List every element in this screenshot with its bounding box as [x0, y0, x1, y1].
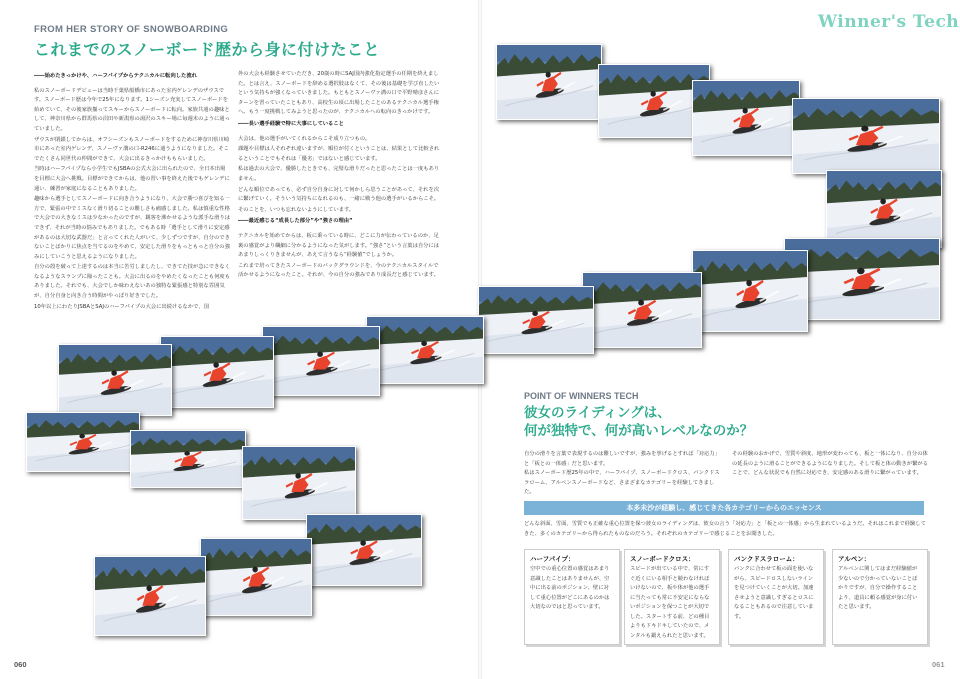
category-card-halfpipe	[524, 549, 620, 645]
ride-sequence-photo	[582, 272, 702, 348]
card-body: スピードが出ている中で、常にすぐ近くにいる相手と競わなければいけないので、板や体が他の選手に当たっても常に不安定にならないポジションを保つことが大切でした。スタートする前、どの種目よりもドキドキしていたので、メンタルも鍛えられたと思います。	[630, 566, 710, 639]
section-tag: Winner's Tech	[818, 12, 960, 32]
article-kicker: FROM HER STORY OF SNOWBOARDING	[34, 24, 229, 35]
body-paragraph: どんな順位であっても、必ず自分自身に対して何かしら思うことがあって、それを次に繋げていく。そういう気持ちになれるのも、一緒に戦う他の選手がいるからこそ。	[238, 186, 440, 203]
category-card-boardercross	[624, 549, 720, 645]
body-paragraph: 10年以上にわたりJSBAとSAJのハーフパイプの大会に出続けるなかで、国	[34, 303, 209, 310]
left-column-1	[34, 70, 230, 313]
body-paragraph: そのことを、いつも忘れないようにしています。	[238, 206, 355, 213]
card-body: アルペンに関してはまだ経験値が少ないので分かっていないことばかりですが、自分で操作することより、道具に頼る感覚が身に付いたと思います。	[838, 566, 918, 610]
body-paragraph: 外の大会も経験させていただき、20歳の時にSAJ国内強化指定選手の任期を終えました。とは言え、スノーボードを辞める選択肢はなくて、その後は基礎を学び直したいという気持ちが強くなっていきました。もともとスノーヴァ溝の口で平野晴彦さんにターンを習っていたこともあり、高校生の頃に出場したことのあるテクニカル選手権へ。もう一度挑戦してみようと思ったのが、テクニカルへの転向のきっかけです。	[238, 71, 440, 116]
card-title: アルペン：	[838, 555, 871, 563]
ride-sequence-photo	[496, 44, 602, 120]
ride-sequence-photo	[366, 316, 484, 384]
ride-sequence-photo	[160, 336, 274, 408]
body-paragraph: 自分の殻を破って上達するのは本当に苦労しましたし、できてた技が急にできなくなるようなスランプに陥ったことも。大会に出るのをやめたくなったことも何度もありました。それでも、大会でしか味わえないあの独特な緊張感と特別な雰囲気が、自分自身と向き合う時間がやっぱり好きでした。	[34, 264, 230, 300]
body-paragraph: 趣味から選手としてスノーボードに向き合うようになり、大会で勝つ喜びを知る一方で、緊張の中でミスなく滑り切ることの難しさも痛感しました。私は慎重な性格で大会での大きなミスは少なかったのですが、観客を沸かせるような派手な滑りはできず、それが当時の悩みでもありました。でもある時「選手として滑りに安定感があるのは大切な武器だ」と言ってくれた人がいて、少しずつですが、自分のできないことばかりに焦点を当てるのをやめて、安定した滑りをもっともっと自分の強みにしていこうと思えるようになりました。	[34, 196, 230, 260]
card-body: 空中での重心位置の感覚はあまり意識したことはありませんが、空中に出る前のポジション、壁に対して重心位置がどこにあるのかは大切なのではと思っています。	[530, 566, 610, 610]
left-column-2	[238, 70, 442, 282]
subheading: ――最近感じる“成長した部分”や“強さの理由”	[238, 218, 353, 225]
ride-sequence-photo	[94, 556, 206, 636]
ride-sequence-photo	[692, 250, 808, 332]
ride-sequence-photo	[58, 344, 172, 416]
body-paragraph: 課題や目標は人それぞれ違いますが、順位が付くということは、結果として比較されるということでもそれは「優劣」ではないと感じています。	[238, 146, 440, 162]
ride-sequence-photo	[692, 80, 800, 156]
page-number-right: 061	[932, 660, 945, 669]
point-title-line-2: 何が独特で、何が高いレベルなのか？	[524, 423, 754, 439]
ride-sequence-photo	[826, 170, 942, 248]
point-title-line-1: 彼女のライディングは、	[524, 405, 671, 421]
category-band: 本多未沙が経験し、感じてきた各カテゴリーからのエッセンス	[524, 501, 924, 515]
body-paragraph: 私のスノーボードデビューは当時千葉県船橋市にあった室内ゲレンデのザウスです。スノーボード歴は今年で25年になります。1シーズン充実してスノーボードを始めていて、その後家族揃ってスキーからスノーボードに転向。家族共通の趣味として、神奈川県から群馬県の沼田や新潟県の湯沢のスキー場に毎週末のように通っていました。	[34, 87, 230, 132]
intro-right: その経験のおかげで、雪質や斜度、地形が変わっても、板と一体になり、自分の体の延長のように滑ることができるようになりました。そして板と体の動きが繋がることで、どんな状況でも自然に対応でき、安定感のある滑りに繋がっています。	[732, 451, 928, 477]
ride-sequence-photo	[478, 286, 594, 354]
card-title: スノーボードクロス：	[630, 555, 695, 563]
ride-sequence-photo	[306, 514, 422, 586]
body-paragraph: これまで培ってきたスノーボードのバックグラウンドを、今のテクニカルスタイルで活かせるようになったこと。それが、今の自分の強みであり成長だと感じています。	[238, 262, 439, 279]
card-title: バンクドスラローム：	[734, 555, 799, 563]
ride-sequence-photo	[130, 430, 246, 488]
ride-sequence-photo	[792, 98, 940, 174]
ride-sequence-photo	[242, 446, 356, 520]
ride-sequence-photo	[262, 326, 380, 396]
category-note: どんな斜面、雪面、雪質でも正確な重心位置を保つ彼女のライディングは、彼女の言う「対応力」と「板との一体感」から生まれているようだ。それはこれまで経験してきた、多くのカテゴリーから得られたものなのだろう。それぞれのカテゴリーで感じることをお聞きした。	[524, 521, 926, 537]
point-title	[524, 404, 753, 440]
page-number-left: 060	[14, 660, 27, 669]
card-body: バンクに合わせて板の面を使いながら、スピードロスしないラインを見つけていくことが大切。加速させようと意識しすぎるとロスになることもあるので注意しています。	[734, 566, 814, 620]
ride-sequence-photo	[26, 412, 140, 472]
body-paragraph: 当時はハーフパイプなら小学生でもJSBAの公式大会に出られたので、全日本出場を目標に大会へ挑戦。目標ができてからは、他の習い事を終えた後でもゲレンデに通い、練習が家庭になることもありました。	[34, 166, 230, 192]
point-kicker: POINT OF WINNERS TECH	[524, 391, 639, 401]
intro-left: 自分の滑りを言葉で表現するのは難しいですが、強みを挙げるとすれば「対応力」と「板との一体感」だと思います。 私はスノーボード歴25年の中で、ハーフパイプ、スノーボードクロス、バンクドスラローム、アルペンスノーボードなど、さまざまなカテゴリーを経験してきました。	[524, 451, 720, 496]
body-paragraph: テクニカルを始めてからは、板に乗っている時に、どこに力が伝わっているのか、足裏の感覚がより繊細に分かるようになった気がします。“強さ”という言葉は自分にはあまりしっくりきませんが、あえて言うなら“経験値”でしょうか。	[238, 232, 440, 259]
body-paragraph: ザウスが閉鎖してからは、オフシーズンもスノーボードをするために神奈川県川崎市にあった室内ゲレンデ、スノーヴァ溝の口-R246に通うようになりました。そこでたくさん同世代の仲間ができて、大会に出るきっかけももらいました。	[34, 136, 230, 162]
article-headline: これまでのスノーボード歴から身に付けたこと	[34, 40, 381, 59]
subheading: ――長い選手経験で特に大事にしていること	[238, 120, 344, 127]
body-paragraph: 大会は、他の選手がいてくれるからこそ成り立つもの。	[238, 135, 371, 142]
category-card-alpine	[832, 549, 928, 645]
subheading: ――始めたきっかけや、ハーフパイプからテクニカルに転向した流れ	[34, 73, 197, 79]
card-title: ハーフパイプ：	[530, 555, 575, 563]
category-card-banked-slalom	[728, 549, 824, 645]
ride-sequence-photo	[200, 538, 312, 616]
body-paragraph: 私は過去の大会で、優勝したときでも、完璧な滑りだったと思ったことは一度もありません。	[238, 166, 440, 182]
